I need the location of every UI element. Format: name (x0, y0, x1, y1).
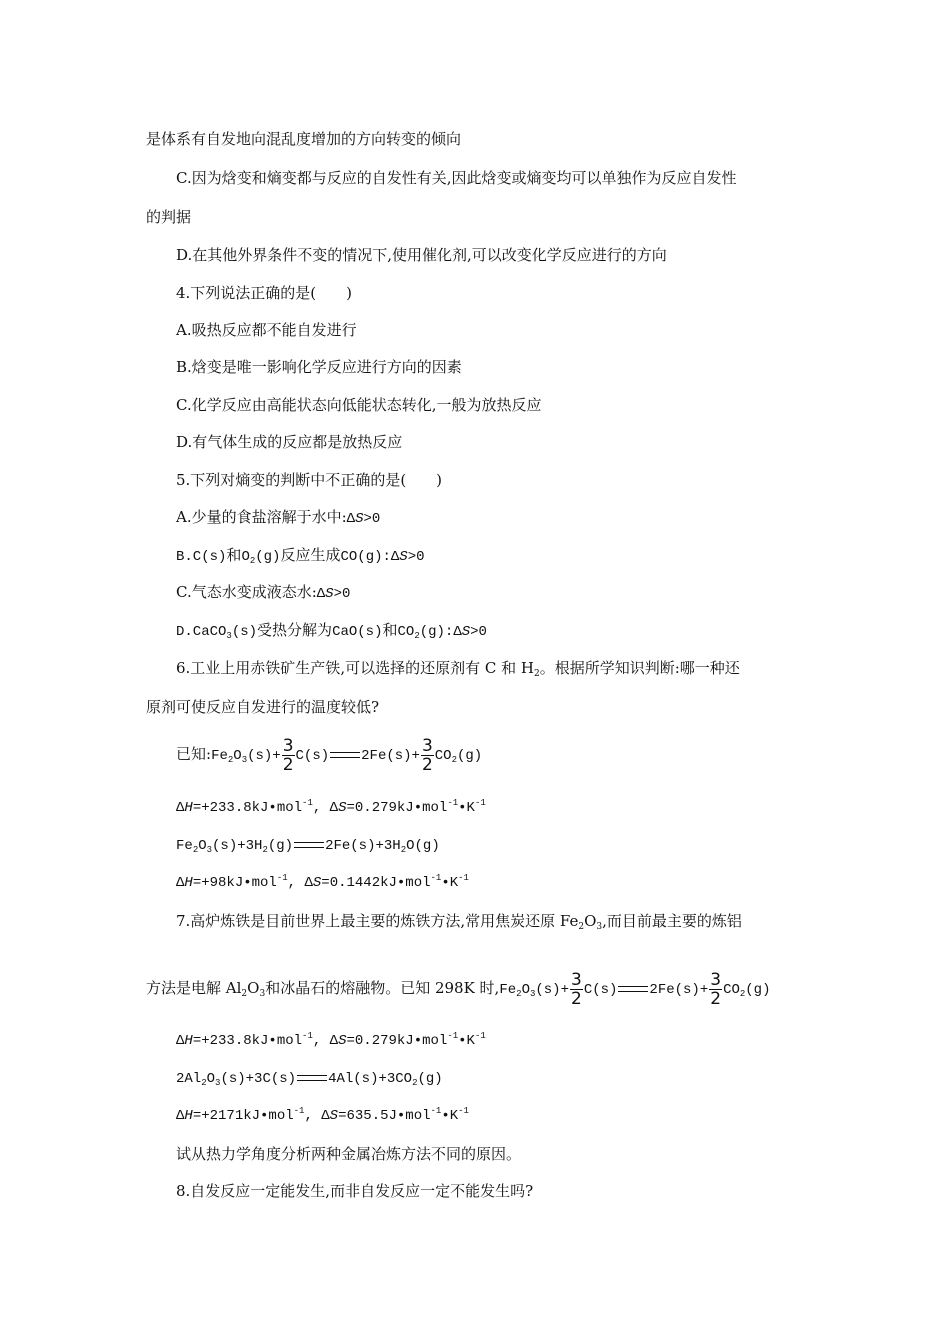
thermo-data-1: ΔH=+233.8kJ•mol$^{-1}$, $\Delta S=0.279kJ•mol^{-1}•K^{-1}$ (176, 798, 486, 816)
thermo-data-2: ΔH=+98kJ•mol$^{-1}$, $\Delta S=0.1442kJ•mol^{-1}•K^{-1}$ (176, 873, 469, 891)
question-7-line-2: 方法是电解 $Al_2O_3$和冰晶石的熔融物。已知 298K 时$,Fe_2O_3(s)+$ $\frac{3}{2}$ C(s) 2Fe(s)+ $\frac{3}{2}$ $CO_2(g)$ (146, 969, 771, 1009)
fraction-3-2: $\frac{3}{2}$ (421, 735, 433, 775)
question-8: 8.自发反应一定能发生,而非自发反应一定不能发生吗? (176, 1182, 534, 1200)
question-7-prompt: 试从热力学角度分析两种金属冶炼方法不同的原因。 (176, 1145, 522, 1163)
equation-fe2o3-hydrogen: $Fe_2O_3(s)+3H_2(g)$ $2Fe(s)+3H_2O(g)$ (176, 838, 440, 855)
question-5-option-a: A.少量的食盐溶解于水中:ΔS>0 (176, 508, 381, 527)
option-d-text: D.在其他外界条件不变的情况下,使用催化剂,可以改变化学反应进行的方向 (176, 246, 667, 264)
thermo-data-4: ΔH=+2171kJ•mol$^{-1}$, $\Delta S=635.5J•mol^{-1}•K^{-1}$ (176, 1106, 469, 1124)
text-line: 的判据 (146, 208, 192, 226)
text-line: 是体系有自发地向混乱度增加的方向转变的倾向 (146, 130, 462, 148)
question-5: 5.下列对熵变的判断中不正确的是( ) (176, 471, 443, 489)
thermo-data-3: ΔH=+233.8kJ•mol$^{-1}$, $\Delta S=0.279kJ•mol^{-1}•K^{-1}$ (176, 1031, 486, 1049)
question-4-option-a: A.吸热反应都不能自发进行 (176, 321, 357, 339)
question-4-option-b: B.焓变是唯一影响化学反应进行方向的因素 (176, 358, 462, 376)
question-7: 7.高炉炼铁是目前世界上最主要的炼铁方法,常用焦炭还原 $Fe_2O_3$,而目前最主要的炼铝 (176, 912, 742, 932)
equals-sign (618, 986, 648, 992)
equation-fe2o3-carbon: 已知$:Fe_2O_3(s)+$ $\frac{3}{2}$ C(s) 2Fe(s)+ $\frac{3}{2}$ $CO_2(g)$ (176, 735, 483, 775)
equals-sign (297, 1075, 327, 1081)
equals-sign (330, 752, 360, 758)
fraction-3-2: $\frac{3}{2}$ (710, 969, 722, 1009)
fraction-3-2: $\frac{3}{2}$ (570, 969, 582, 1009)
option-c-text: C.因为焓变和熵变都与反应的自发性有关,因此焓变或熵变均可以单独作为反应自发性 (176, 169, 737, 187)
question-4: 4.下列说法正确的是( ) (176, 284, 353, 302)
question-4-option-c: C.化学反应由高能状态向低能状态转化,一般为放热反应 (176, 396, 542, 414)
question-6: 6.工业上用赤铁矿生产铁,可以选择的还原剂有 C 和 $H_2$。根据所学知识判断:哪一种还 (176, 659, 740, 679)
question-4-option-d: D.有气体生成的反应都是放热反应 (176, 433, 403, 451)
equation-al2o3: $2Al_2O_3(s)+3C(s)$ $4Al(s)+3CO_2(g)$ (176, 1071, 443, 1088)
question-6-line-2: 原剂可使反应自发进行的温度较低? (146, 698, 380, 716)
question-5-option-b: B.C(s)和$O_2(g)$反应生成CO(g):ΔS>0 (176, 546, 425, 566)
equals-sign (294, 842, 324, 848)
fraction-3-2: $\frac{3}{2}$ (282, 735, 294, 775)
question-5-option-d: D.CaCO$_3$(s)受热分解为CaO(s)和$CO_2(g):\Delta S>0$ (176, 621, 487, 641)
question-5-option-c: C.气态水变成液态水:ΔS>0 (176, 583, 351, 602)
